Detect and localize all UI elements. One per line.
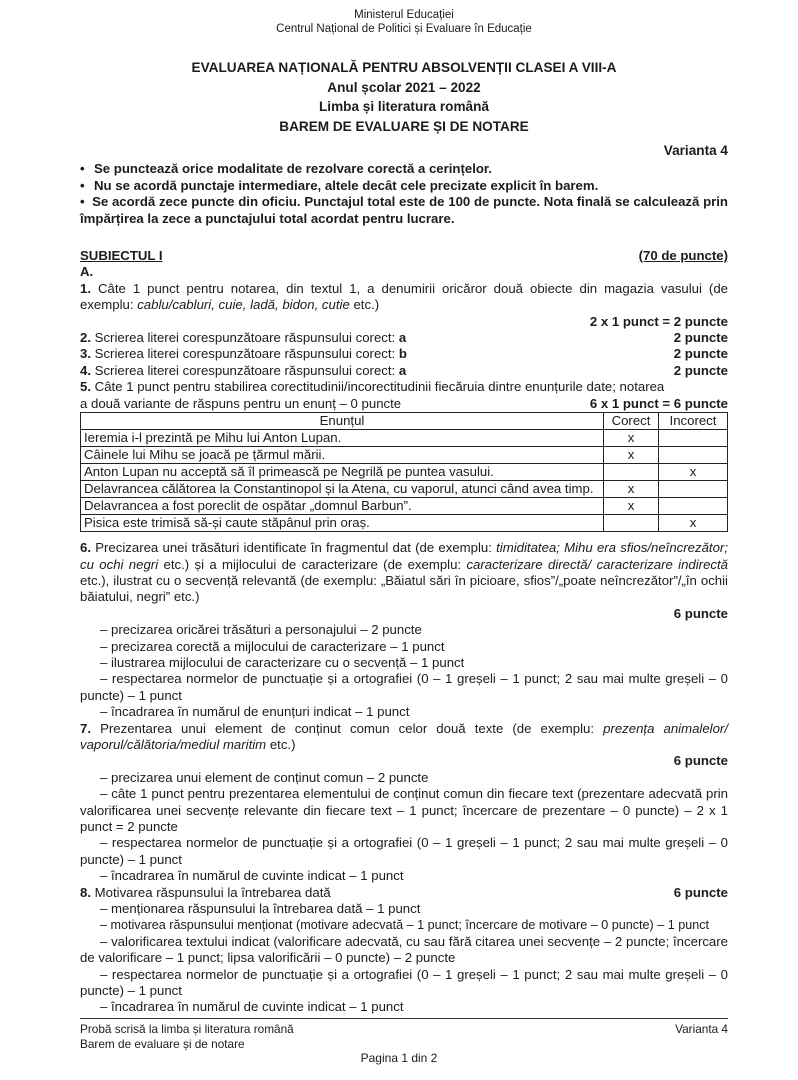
question-2: 2. Scrierea literei corespunzătoare răspunsului corect: a 2 puncte — [80, 330, 728, 346]
statement-cell: Câinele lui Mihu se joacă pe țărmul mării. — [81, 447, 604, 464]
criterion-item: – încadrarea în numărul de cuvinte indicat – 1 punct — [100, 868, 404, 884]
rule-item: • Se acordă zece puncte din oficiu. Punctajul total este de 100 de puncte. Nota finală se calculează prin împărțirea la zece a punctajului total acordat pentru lucrare. — [80, 194, 728, 226]
incorrect-cell — [659, 430, 728, 447]
incorrect-cell — [659, 447, 728, 464]
incorrect-cell — [659, 498, 728, 515]
incorrect-cell — [659, 481, 728, 498]
question-4-points: 2 puncte — [673, 362, 728, 378]
statement-cell: Delavrancea călătorea la Constantinopol și la Atena, cu vaporul, atunci când avea timp. — [81, 481, 604, 498]
question-5-points: 6 x 1 punct = 6 puncte — [589, 395, 728, 411]
page-header — [80, 8, 728, 36]
table-row — [81, 498, 728, 515]
page-number: Pagina 1 din 2 — [360, 1051, 438, 1065]
criterion-item: – încadrarea în numărul de enunțuri indicat – 1 punct — [100, 704, 410, 720]
question-3-points: 2 puncte — [673, 346, 728, 362]
table-row — [81, 481, 728, 498]
table-row — [81, 515, 728, 532]
table-row — [81, 447, 728, 464]
question-4: 4. Scrierea literei corespunzătoare răspunsului corect: a 2 puncte — [80, 362, 728, 378]
correct-cell: x — [604, 430, 659, 447]
criterion-item: – câte 1 punct pentru prezentarea elementului de conținut comun din fiecare text (prezentare adecvată prin valorificarea unei secvențe relevante din fiecare text – 1 punct; încercare de prezentare – 0 puncte) – 2 x 1 punct = 2 puncte — [80, 786, 728, 834]
document-title — [80, 58, 728, 136]
correct-cell: x — [604, 498, 659, 515]
table-header-row — [81, 413, 728, 430]
question-1: 1. Câte 1 punct pentru notarea, din textul 1, a denumirii oricăror două obiecte din magazia vasului (de exemplu: cablu/cabluri, cuie, ladă, bidon, cutie etc.) 2 x 1 punct = 2 puncte — [80, 280, 728, 329]
correct-cell: x — [604, 447, 659, 464]
criterion-item: – respectarea normelor de punctuație și a ortografiei (0 – 1 greșeli – 1 punct; 2 sau mai multe greșeli – 0 puncte) – 1 punct — [80, 671, 728, 703]
bullet-icon: • — [80, 161, 85, 177]
footer-variant: Varianta 4 — [675, 1022, 728, 1036]
question-1-points: 2 x 1 punct = 2 puncte — [589, 313, 728, 329]
correct-cell — [604, 464, 659, 481]
criterion-item: – ilustrarea mijlocului de caracterizare cu o secvență – 1 punct — [100, 654, 465, 670]
question-6: 6. Precizarea unei trăsături identificate în fragmentul dat (de exemplu: timiditatea; Mihu era sfios/neîncrezător; cu ochi negri etc.) și a mijlocului de caracterizare (de exemplu: caracterizare directă/ caracterizare indirectă etc.), ilustrat cu o secvență relevantă (de exemplu: „Băiatul sări în picioare, sfios”/„poate neîncrezător”/„în ochii băiatului, negri” etc.) 6 puncte – precizarea oricărei trăsături a personajului – 2 puncte – precizarea corectă a mijlocului de caracterizare – 1 punct – ilustrarea mijlocului de caracterizare cu o secvență – 1 punct – respectarea normelor de punctuație și a ortografiei (0 – 1 greșeli – 1 punct; 2 sau mai multe greșeli – 0 puncte) – 1 punct – încadrarea în numărul de enunțuri indicat – 1 punct — [80, 540, 729, 720]
question-8: 8. Motivarea răspunsului la întrebarea dată 6 puncte – menționarea răspunsului la întrebarea dată – 1 punct – motivarea răspunsului menționat (motivare adecvată – 1 punct; încercare de motivare – 0 puncte) – 1 punct – valorificarea textului indicat (valorificare adecvată, cu sau fără citarea unei secvențe – 2 puncte; încercare de valorificare – 1 punct; lipsa valorificării – 0 puncte) – 2 puncte – respectarea normelor de punctuație și a ortografiei (0 – 1 greșeli – 1 punct; 2 sau mai multe greșeli – 0 puncte) – 1 punct – încadrarea în numărul de cuvinte indicat – 1 punct — [80, 884, 728, 1015]
title-line-1: EVALUAREA NAȚIONALĂ PENTRU ABSOLVENȚII CLASEI A VIII-A — [191, 60, 617, 75]
statement-cell: Ieremia i-l prezintă pe Mihu lui Anton Lupan. — [81, 430, 604, 447]
incorrect-cell: x — [659, 464, 728, 481]
column-header: Enunțul — [81, 413, 604, 430]
title-line-2: Anul școlar 2021 – 2022 — [327, 79, 481, 95]
question-3: 3. Scrierea literei corespunzătoare răspunsului corect: b 2 puncte — [80, 346, 728, 362]
incorrect-cell: x — [659, 515, 728, 532]
correct-cell — [604, 515, 659, 532]
criterion-item: – valorificarea textului indicat (valorificare adecvată, cu sau fără citarea unei secvențe – 2 puncte; încercare de valorificare – 1 punct; lipsa valorificării – 0 puncte) – 2 puncte — [80, 933, 728, 966]
question-7: 7. Prezentarea unui element de conținut comun celor două texte (de exemplu: prezența animalelor/ vaporul/călătoria/mediul maritim etc.) 6 puncte – precizarea unui element de conținut comun – 2 puncte – câte 1 punct pentru prezentarea elementului de conținut comun din fiecare text (prezentare adecvată prin valorificarea unei secvențe relevante din fiecare text – 1 punct; încercare de prezentare – 0 puncte) – 2 x 1 punct = 2 puncte – respectarea normelor de punctuație și a ortografiei (0 – 1 greșeli – 1 punct; 2 sau mai multe greșeli – 0 puncte) – 1 punct – încadrarea în numărul de cuvinte indicat – 1 punct — [80, 720, 728, 884]
statement-cell: Anton Lupan nu acceptă să îl primească pe Negrilă pe puntea vasului. — [81, 464, 604, 481]
rule-item: • Nu se acordă punctaje intermediare, altele decât cele precizate explicit în barem. — [80, 177, 599, 193]
statement-cell: Delavrancea a fost poreclit de ospătar „domnul Barbun”. — [81, 498, 604, 515]
ministry-name: Ministerul Educației — [354, 9, 454, 21]
bullet-icon: • — [80, 177, 85, 193]
footer-exam: Probă scrisă la limba și literatura română — [80, 1022, 294, 1036]
rule-item: • Se punctează orice modalitate de rezolvare corectă a cerințelor. — [80, 161, 492, 177]
footer-barem: Barem de evaluare și de notare — [80, 1036, 245, 1051]
subject-title: SUBIECTUL I — [80, 248, 163, 264]
criterion-item: – precizarea unui element de conținut comun – 2 puncte — [100, 769, 429, 785]
criterion-item: – motivarea răspunsului menționat (motivare adecvată – 1 punct; încercare de motivare – 0 puncte) – 1 punct — [100, 918, 710, 933]
table-row — [81, 430, 728, 447]
section-a-label: A. — [80, 264, 94, 280]
subject-heading — [80, 248, 728, 264]
rules-list — [80, 161, 728, 227]
question-5: 5. Câte 1 punct pentru stabilirea corectitudinii/incorectitudinii fiecăruia dintre enunțurile date; notarea a două variante de răspuns pentru un enunț – 0 puncte 6 x 1 punct = 6 puncte Enunțul Corect Incorect Ieremia i-l prezintă pe Mihu lui Anton Lupan. x Câinele lui Mihu se joacă pe țărmul mării. x Anton Lupan nu acceptă să îl primească pe Negrilă pe puntea vasului. x Delavrancea călătorea la Constantinopol și la Atena, cu vaporul, atunci când avea timp. x Delavrancea a fost poreclit de ospătar „domnul Barbun”. x Pisica este trimisă să-și caute stăpânul prin oraș. x — [80, 379, 728, 531]
bullet-icon: • — [80, 194, 93, 210]
table-row — [81, 464, 728, 481]
variant-label: Varianta 4 — [663, 143, 728, 158]
criterion-item: – menționarea răspunsului la întrebarea dată – 1 punct — [100, 901, 421, 917]
criterion-item: – precizarea oricărei trăsături a personajului – 2 puncte — [100, 622, 422, 638]
answer-table — [80, 412, 728, 532]
subject-points: (70 de puncte) — [638, 248, 728, 264]
criterion-item: – respectarea normelor de punctuație și a ortografiei (0 – 1 greșeli – 1 punct; 2 sau mai multe greșeli – 0 puncte) – 1 punct — [80, 835, 728, 867]
criterion-item: – respectarea normelor de punctuație și a ortografiei (0 – 1 greșeli – 1 punct; 2 sau mai multe greșeli – 0 puncte) – 1 punct — [80, 966, 728, 999]
center-name: Centrul Național de Politici și Evaluare în Educație — [276, 23, 532, 35]
question-2-points: 2 puncte — [673, 330, 728, 346]
title-line-3: Limba și literatura română — [319, 99, 489, 114]
statement-cell: Pisica este trimisă să-și caute stăpânul prin oraș. — [81, 515, 604, 532]
column-header: Incorect — [659, 413, 728, 430]
question-7-points: 6 puncte — [673, 753, 728, 769]
question-6-points: 6 puncte — [673, 605, 728, 621]
title-line-4: BAREM DE EVALUARE ȘI DE NOTARE — [279, 118, 529, 134]
page-footer — [80, 1018, 728, 1051]
question-8-points: 6 puncte — [673, 884, 728, 900]
correct-cell: x — [604, 481, 659, 498]
criterion-item: – încadrarea în numărul de cuvinte indicat – 1 punct — [100, 999, 404, 1015]
column-header: Corect — [604, 413, 659, 430]
criterion-item: – precizarea corectă a mijlocului de caracterizare – 1 punct — [100, 638, 445, 654]
